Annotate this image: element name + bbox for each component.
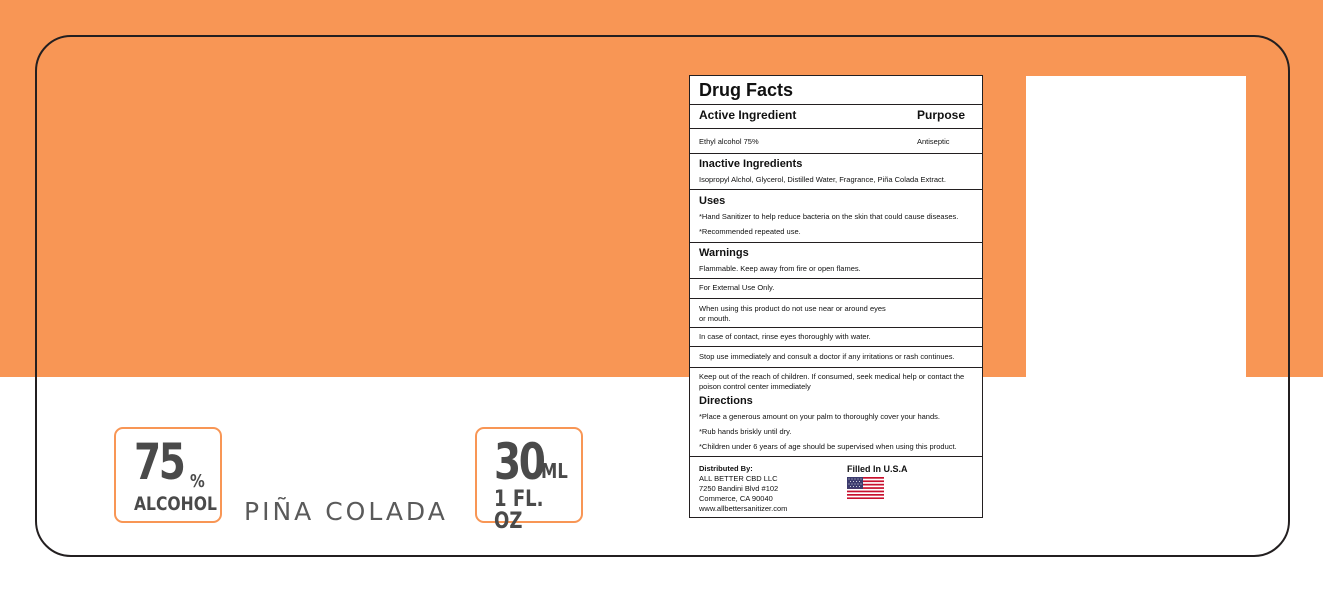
active-ingredient-header: Active Ingredient xyxy=(699,108,797,122)
inactive-ingredients-heading: Inactive Ingredients xyxy=(699,158,803,170)
active-ingredient-value: Ethyl alcohol 75% xyxy=(699,137,759,146)
drug-facts-panel xyxy=(689,75,983,518)
warning-when-using: When using this product do not use near or around eyes or mouth. xyxy=(699,304,886,323)
uses-item: *Recommended repeated use. xyxy=(699,227,801,236)
purpose-value: Antiseptic xyxy=(917,137,950,146)
distributor-address-line1: 7250 Bandini Blvd #102 xyxy=(699,484,779,493)
divider xyxy=(690,456,982,457)
divider xyxy=(690,278,982,279)
warning-contact: In case of contact, rinse eyes thoroughly with water. xyxy=(699,332,871,341)
alcohol-badge xyxy=(114,427,222,523)
divider xyxy=(690,242,982,243)
white-panel xyxy=(1026,76,1246,377)
warning-external-use: For External Use Only. xyxy=(699,283,775,292)
divider xyxy=(690,153,982,154)
volume-unit: ML xyxy=(541,459,568,483)
uses-item: *Hand Sanitizer to help reduce bacteria on the skin that could cause diseases. xyxy=(699,212,959,221)
warning-flammable: Flammable. Keep away from fire or open flames. xyxy=(699,264,861,273)
flavor-name: PIÑA COLADA xyxy=(244,497,448,526)
us-flag-icon xyxy=(847,477,884,499)
directions-item: *Children under 6 years of age should be supervised when using this product. xyxy=(699,442,957,451)
divider xyxy=(690,298,982,299)
volume-number: 30 xyxy=(494,433,544,491)
divider xyxy=(690,346,982,347)
filled-in-usa: Filled In U.S.A xyxy=(847,464,908,474)
divider xyxy=(690,189,982,190)
divider xyxy=(690,367,982,368)
distributor-website: www.allbettersanitizer.com xyxy=(699,504,788,513)
directions-heading: Directions xyxy=(699,395,753,407)
warnings-heading: Warnings xyxy=(699,247,749,259)
volume-badge xyxy=(475,427,583,534)
directions-item: *Rub hands briskly until dry. xyxy=(699,427,792,436)
alcohol-label: ALCOHOL xyxy=(134,493,217,515)
directions-item: *Place a generous amount on your palm to thoroughly cover your hands. xyxy=(699,412,940,421)
warning-stop-use: Stop use immediately and consult a doctor if any irritations or rash continues. xyxy=(699,352,955,361)
alcohol-percent-number: 75 xyxy=(134,433,184,491)
drug-facts-title: Drug Facts xyxy=(699,80,794,100)
divider xyxy=(690,128,982,129)
distributor-name: ALL BETTER CBD LLC xyxy=(699,474,778,483)
warning-children: Keep out of the reach of children. If consumed, seek medical help or contact the poison control center immediately xyxy=(699,372,965,391)
uses-heading: Uses xyxy=(699,195,726,207)
divider xyxy=(690,104,982,105)
inactive-ingredients-text: Isopropyl Alchol, Glycerol, Distilled Water, Fragrance, Piña Colada Extract. xyxy=(699,175,946,184)
alcohol-percent-sign: % xyxy=(190,471,205,492)
distributor-heading: Distributed By: xyxy=(699,464,753,473)
purpose-header: Purpose xyxy=(917,108,966,122)
volume-floz: 1 FL. OZ xyxy=(494,487,544,534)
distributor-address-line2: Commerce, CA 90040 xyxy=(699,494,773,503)
divider xyxy=(690,327,982,328)
